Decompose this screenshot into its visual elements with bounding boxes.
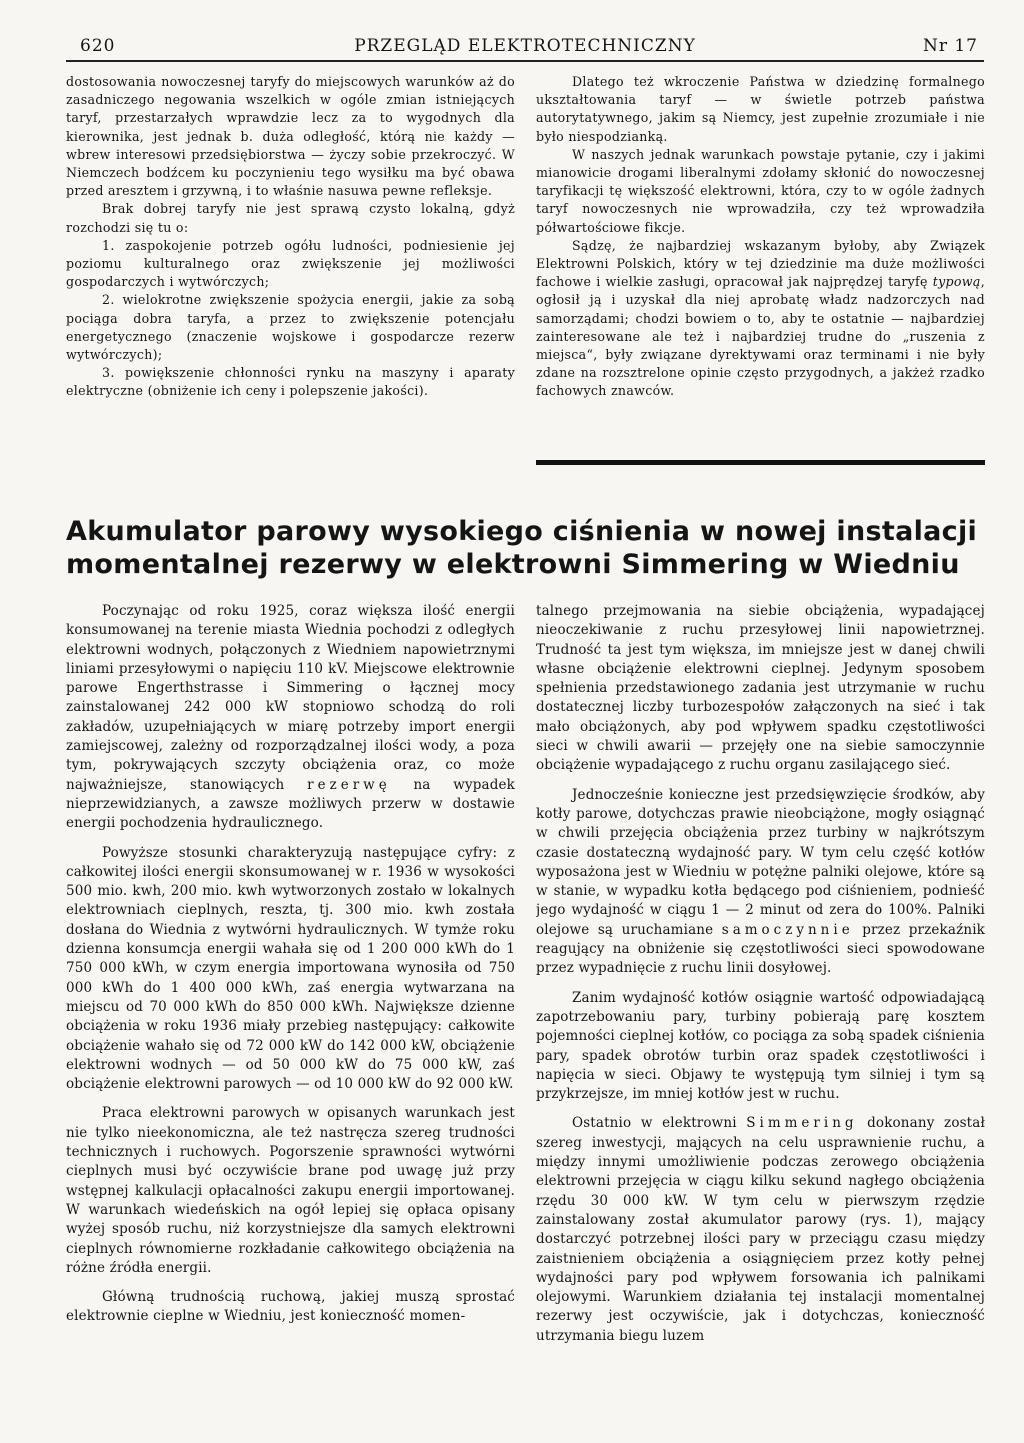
paragraph: Brak dobrej taryfy nie jest sprawą czysto lokalną, gdyż rozchodzi się tu o:	[66, 201, 515, 235]
page-number: 620	[80, 36, 116, 56]
paragraph: Zanim wydajność kotłów osiągnie wartość odpowiadającą zapotrzebowaniu pary, turbiny pobierają parę kosztem pojemności cieplnej kotłów, co pociąga za sobą spadek ciśnienia pary, spadek obrotów turbin oraz spadek częstotliwości i napięcia w sieci. Objawy te występują tym silniej i tym są przykrzejsze, im mniej kotłów jest w ruchu.	[536, 989, 985, 1103]
emphasis: typową	[932, 274, 981, 290]
bottom-left-column	[66, 602, 515, 1422]
spaced-emphasis: Simmering	[746, 1115, 858, 1132]
list-item: 2. wielokrotne zwiększenie spożycia energii, jakie za sobą pociąga dobra taryfa, a przez to zwiększenie potencjału energetycznego (znaczenie wojskowe i gospodarcze rezerw wytwórczych);	[66, 292, 515, 363]
paragraph: W naszych jednak warunkach powstaje pytanie, czy i jakimi mianowicie drogami liberalnymi zdołamy skłonić do nowoczesnej taryfikacji tę większość elektrowni, która, czy to w ogóle żadnych taryf nowoczesnych nie wprowadziła, czy też wprowadziła półwartościowe fikcje.	[536, 146, 985, 235]
title-line: momentalnej rezerwy w elektrowni Simmering w Wiedniu	[66, 549, 960, 580]
paragraph: Ostatnio w elektrowni Simmering dokonany został szereg inwestycji, mających na celu usprawnienie ruchu, a między innymi umożliwienie podczas zerowego obciążenia elektrowni przejęcia w ciągu kilku sekund nagłego obciążenia rzędu 30 000 kW. W tym celu w pierwszym rzędzie zainstalowany został akumulator parowy (rys. 1), mający dostarczyć potrzebnej ilości pary w przeciągu czasu między zaistnieniem obciążenia a osiągnięciem przez kotły pełnej wydajności pary pod wpływem forsowania ich palnikami olejowymi. Warunkiem działania tej instalacji momentalnej rezerwy jest oczywiście, jak i dotychczas, konieczność utrzymania biegu luzem	[536, 1115, 985, 1344]
spaced-emphasis: samoczynnie	[721, 921, 854, 938]
paragraph: talnego przejmowania na siebie obciążenia, wypadającej nieoczekiwanie z ruchu przesyłowej linii napowietrznej. Trudność ta jest tym większa, im mniejsze jest w danej chwili własne obciążenie elektrowni cieplnej. Jedynym sposobem spełnienia przedstawionego zadania jest utrzymanie w ruchu dostatecznej liczby turbozespołów załączonych na sieć i tak mało obciążonych, aby pod wpływem spadku częstotliwości sieci w chwili awarii — przejęły one na siebie samoczynnie obciążenie wypadającego z ruchu organu zasilającego sieć.	[536, 603, 985, 774]
paragraph: Poczynając od roku 1925, coraz większa ilość energii konsumowanej na terenie miasta Wiednia pochodzi z odległych elektrowni wodnych, połączonych z Wiedniem napowietrznymi liniami przesyłowymi o napięciu 110 kV. Miejscowe elektrownie parowe Engerthstrasse i Simmering o łącznej mocy zainstalowanej 242 000 kW stopniowo schodzą do roli zakładów, uzupełniających w miarę potrzeby import energii zamiejscowej, zależny od rozporządzalnej ilości wody, a poza tym, pokrywających szczyty obciążenia oraz, co może najważniejsze, stanowiących rezerwę na wypadek nieprzewidzianych, a zawsze możliwych przerw w dostawie energii pochodzenia hydraulicznego.	[66, 603, 515, 832]
list-item: 1. zaspokojenie potrzeb ogółu ludności, podniesienie jej poziomu kulturalnego oraz zwiększenie jej możliwości gospodarczych i wytwórczych;	[66, 237, 515, 290]
journal-title: PRZEGLĄD ELEKTROTECHNICZNY	[354, 36, 696, 56]
paragraph: Powyższe stosunki charakteryzują następujące cyfry: z całkowitej ilości energii skonsumowanej w r. 1936 w wysokości 500 mio. kwh, 200 mio. kwh wytworzonych zostało w lokalnych elektrowniach cieplnych, reszta, tj. 300 mio. kwh została dosłana do Wiednia z wytwórni hydraulicznych. W tymże roku dzienna konsumcja energii wahała się od 1 200 000 kWh do 1 750 000 kWh, w czym energia importowana wynosiła od 750 000 kWh do 1 400 000 kWh, zaś energia wytwarzana na miejscu od 70 000 kWh do 850 000 kWh. Największe dzienne obciążenia w roku 1936 miały przebieg następujący: całkowite obciążenie wahało się od 72 000 kW do 142 000 kW, obciążenie elektrowni wodnych — od 50 000 kW do 75 000 kW, zaś obciążenie elektrowni parowych — od 10 000 kW do 92 000 kW.	[66, 844, 515, 1093]
paragraph: Dlatego też wkroczenie Państwa w dziedzinę formalnego ukształtowania taryf — w świetle potrzeb państwa autorytatywnego, jakim są Niemcy, jest zupełnie zrozumiałe i nie było niespodzianką.	[536, 74, 985, 144]
top-left-column	[66, 73, 515, 473]
paragraph: Sądzę, że najbardziej wskazanym byłoby, aby Związek Elektrowni Polskich, który w tej dziedzinie ma duże możliwości fachowe i wielkie zasługi, opracował jak najprędzej taryfę typową, ogłosił ją i uzyskał dla niej aprobatę władz nadzorczych nad samorządami; chodzi bowiem o to, aby te ostatnie — najbardziej zainteresowane ale też i najbardziej trudne do „ruszenia z miejsca“, były związane dyrektywami oraz terminami i nie były zdane na rozsztrelone opinie często przygodnych, a jakżeż rzadko fachowych znawców.	[536, 237, 985, 399]
article-title	[66, 515, 994, 581]
list-item: 3. powiększenie chłonności rynku na maszyny i aparaty elektryczne (obniżenie ich ceny i polepszenie jakości).	[66, 365, 515, 399]
section-divider	[536, 460, 985, 465]
top-right-column	[536, 73, 985, 453]
paragraph: Główną trudnością ruchową, jakiej muszą sprostać elektrownie cieplne w Wiedniu, jest konieczność momen-	[66, 1289, 515, 1325]
paragraph: dostosowania nowoczesnej taryfy do miejscowych warunków aż do zasadniczego negowania wszelkich w ogóle zmian istniejących taryf, przestarzałych wprawdzie lecz za to wygodnych dla kierownika, jest jednak b. duża odległość, którą nie każdy — wbrew interesowi przedsiębiorstwa — życzy sobie przekroczyć. W Niemczech bodźcem ku poczynieniu tego wysiłku ma być obawa przed aresztem i grzywną, i to właśnie nasuwa pewne refleksje.	[66, 74, 515, 199]
issue-number: Nr 17	[922, 36, 978, 56]
paragraph: Jednocześnie konieczne jest przedsięwzięcie środków, aby kotły parowe, dotychczas prawie nieobciążone, mogły osiągnąć w chwili przejęcia obciążenia przez turbiny w najkrótszym czasie dostateczną wydajność pary. W tym celu część kotłów wyposażona jest w Wiedniu w potężne palniki olejowe, które są w stanie, w wypadku kotła będącego pod ciśnieniem, podnieść jego wydajność w ciągu 1 — 2 minut od zera do 100%. Palniki olejowe są uruchamiane samoczynnie przez przekaźnik reagujący na obniżenie się częstotliwości sieci spowodowane przez wypadnięcie z ruchu linii dosyłowej.	[536, 786, 985, 977]
bottom-right-column	[536, 602, 985, 1422]
title-line: Akumulator parowy wysokiego ciśnienia w nowej instalacji	[66, 516, 978, 547]
spaced-emphasis: rezerwę	[307, 776, 391, 793]
running-header	[66, 36, 984, 62]
paragraph: Praca elektrowni parowych w opisanych warunkach jest nie tylko nieekonomiczna, ale też nastręcza szereg trudności technicznych i ruchowych. Pogorszenie sprawności wytwórni cieplnych musi być oczywiście brane pod uwagę już przy wstępnej kalkulacji opłacalności zakupu energii importowanej. W warunkach wiedeńskich na ogół lepiej się opłaca opisany wyżej sposób ruchu, niż korzystniejsze dla samych elektrowni cieplnych równomierne rozkładanie całkowitego obciążenia na różne źródła energii.	[66, 1105, 515, 1276]
